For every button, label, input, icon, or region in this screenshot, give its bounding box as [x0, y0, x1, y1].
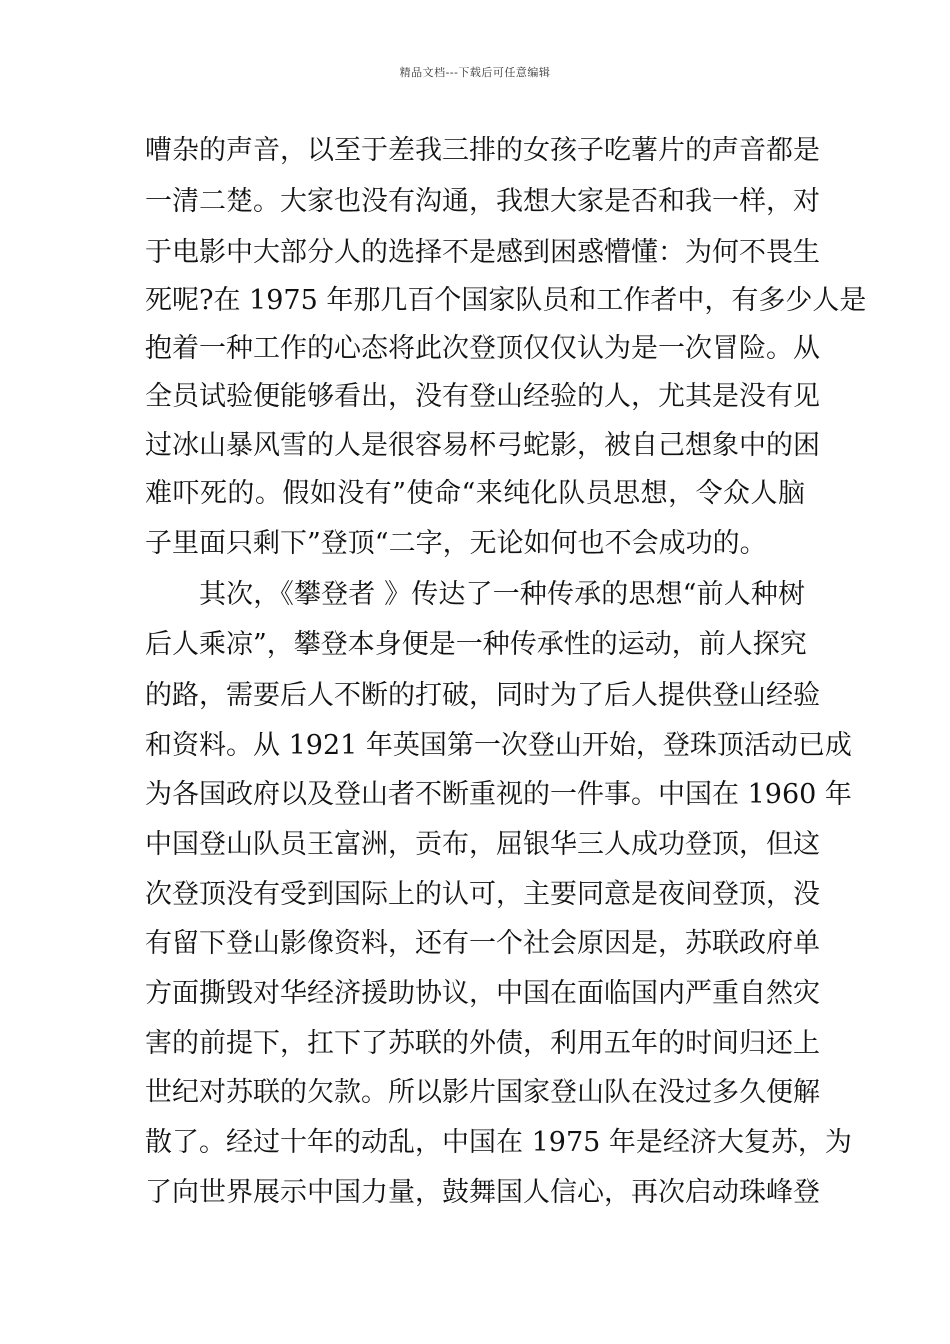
text-line: 死呢?在 1975 年那几百个国家队员和工作者中，有多少人是 — [145, 285, 867, 316]
text-line: 中国登山队员王富洲，贡布，屈银华三人成功登顶，但这 — [145, 829, 820, 860]
text-line: 害的前提下，扛下了苏联的外债，利用五年的时间归还上 — [145, 1028, 820, 1059]
text-line: 后人乘凉”，攀登本身便是一种传承性的运动，前人探究 — [145, 629, 807, 660]
text-line: 散了。经过十年的动乱，中国在 1975 年是经济大复苏，为 — [145, 1127, 852, 1158]
text-line: 和资料。从 1921 年英国第一次登山开始，登珠顶活动已成 — [145, 730, 852, 761]
text-line: 次登顶没有受到国际上的认可，主要同意是夜间登顶，没 — [145, 879, 820, 910]
text-line: 为各国政府以及登山者不断重视的一件事。中国在 1960 年 — [145, 779, 852, 810]
text-line: 于电影中大部分人的选择不是感到困惑懵懂：为何不畏生 — [145, 237, 820, 268]
text-line: 的路，需要后人不断的打破，同时为了后人提供登山经验 — [145, 680, 820, 711]
text-line: 世纪对苏联的欠款。所以影片国家登山队在没过多久便解 — [145, 1077, 820, 1108]
text-line: 难吓死的。假如没有”使命“来纯化队员思想，令众人脑 — [145, 478, 805, 509]
text-line: 全员试验便能够看出，没有登山经验的人，尤其是没有见 — [145, 381, 820, 412]
page-header: 精品文档---下载后可任意编辑 — [399, 66, 551, 79]
text-line: 过冰山暴风雪的人是很容易杯弓蛇影，被自己想象中的困 — [145, 430, 820, 461]
text-line: 了向世界展示中国力量，鼓舞国人信心，再次启动珠峰登 — [145, 1177, 820, 1208]
text-line: 嘈杂的声音，以至于差我三排的女孩子吃薯片的声音都是 — [145, 135, 820, 166]
text-line: 有留下登山影像资料，还有一个社会原因是，苏联政府单 — [145, 928, 820, 959]
text-line: 子里面只剩下”登顶“二字，无论如何也不会成功的。 — [145, 528, 767, 559]
text-line: 方面撕毁对华经济援助协议，中国在面临国内严重自然灾 — [145, 978, 820, 1009]
text-line: 一清二楚。大家也没有沟通，我想大家是否和我一样，对 — [145, 186, 820, 217]
text-line: 抱着一种工作的心态将此次登顶仅仅认为是一次冒险。从 — [145, 333, 820, 364]
text-line: 其次，《攀登者 》传达了一种传承的思想“前人种树 — [199, 579, 805, 610]
